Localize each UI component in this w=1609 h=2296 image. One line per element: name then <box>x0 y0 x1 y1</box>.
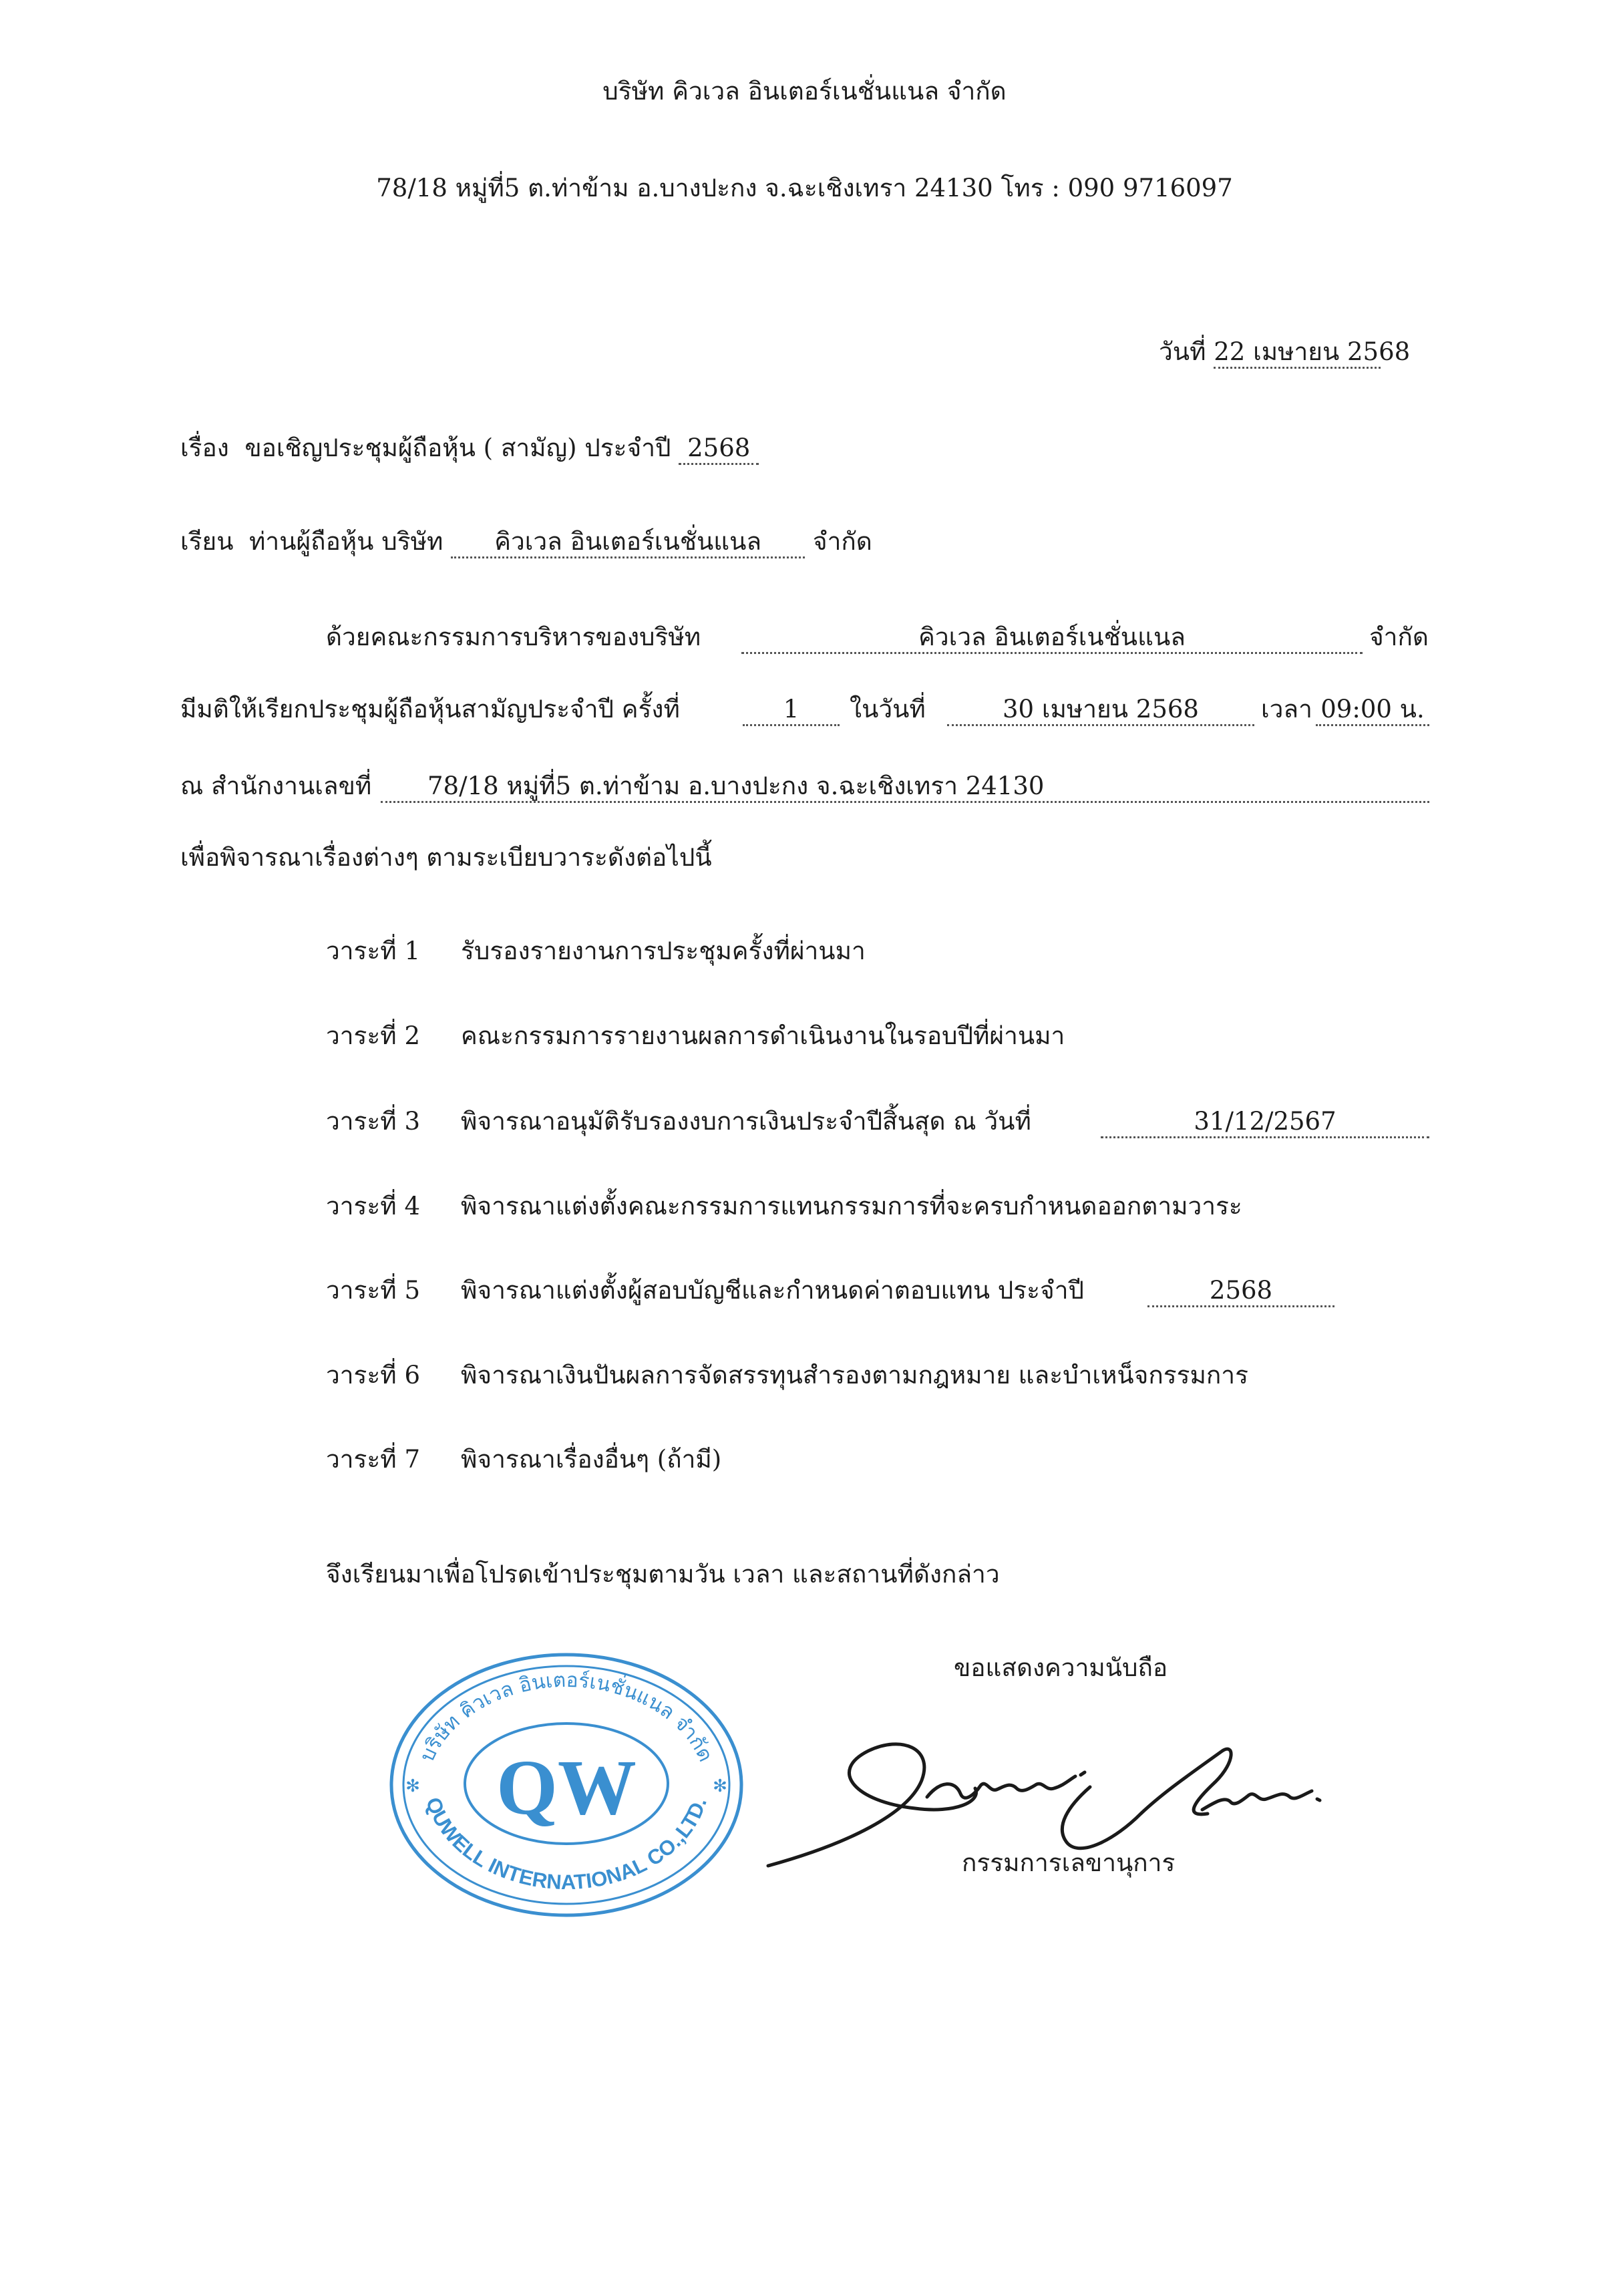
agenda-2-text: คณะกรรมการรายงานผลการดำเนินงานในรอบปีที่ผ่านมา <box>461 1021 1065 1050</box>
body-p3-prefix: ณ สำนักงานเลขที่ <box>180 772 372 800</box>
body-p2-prefix: มีมติให้เรียกประชุมผู้ถือหุ้นสามัญประจำปี ครั้งที่ <box>180 695 680 723</box>
agenda-5-text: พิจารณาแต่งตั้งผู้สอบบัญชีและกำหนดค่าตอบแทน ประจำปี <box>461 1276 1084 1305</box>
recipient-suffix: จำกัด <box>812 527 872 556</box>
seal-top-text: บริษัท คิวเวล อินเตอร์เนชั่นแนล จำกัด <box>415 1668 718 1766</box>
body-p1-suffix: จำกัด <box>1369 623 1429 651</box>
body-p2-date-label: ในวันที่ <box>850 695 926 723</box>
agenda-3-text: พิจารณาอนุมัติรับรองงบการเงินประจำปีสิ้นสุด ณ วันที่ <box>461 1107 1031 1136</box>
company-name: บริษัท คิวเวล อินเตอร์เนชั่นแนล จำกัด <box>602 77 1007 106</box>
agenda-2-no: วาระที่ 2 <box>326 1021 420 1050</box>
agenda-6-text: พิจารณาเงินปันผลการจัดสรรทุนสำรองตามกฎหมาย และบำเหน็จกรรมการ <box>461 1361 1248 1389</box>
recipient-company: คิวเวล อินเตอร์เนชั่นแนล <box>451 529 805 558</box>
body-p1-company: คิวเวล อินเตอร์เนชั่นแนล <box>741 625 1363 654</box>
recipient-text: ท่านผู้ถือหุ้น บริษัท <box>249 527 443 556</box>
agenda-7-text: พิจารณาเรื่องอื่นๆ (ถ้ามี) <box>461 1445 722 1474</box>
seal-star-left-icon: ✻ <box>405 1776 420 1796</box>
agenda-4-text: พิจารณาแต่งตั้งคณะกรรมการแทนกรรมการที่จะครบกำหนดออกตามวาระ <box>461 1192 1242 1220</box>
subject-label: เรื่อง <box>180 434 229 462</box>
date-prefix: วันที่ <box>1159 337 1206 366</box>
agenda-3-no: วาระที่ 3 <box>326 1107 420 1136</box>
body-p1-prefix: ด้วยคณะกรรมการบริหารของบริษัท <box>326 623 701 651</box>
subject-year: 2568 <box>679 436 759 465</box>
agenda-7-no: วาระที่ 7 <box>326 1445 420 1474</box>
agenda-5-fill: 2568 <box>1147 1278 1334 1307</box>
agenda-6-no: วาระที่ 6 <box>326 1361 420 1389</box>
body-p3-address: 78/18 หมู่ที่5 ต.ท่าข้าม อ.บางปะกง จ.ฉะเชิงเทรา 24130 <box>381 774 1429 803</box>
agenda-4-no: วาระที่ 4 <box>326 1192 420 1220</box>
agenda-1-text: รับรองรายงานการประชุมครั้งที่ผ่านมา <box>461 937 866 965</box>
letter-date <box>1159 337 1411 369</box>
signer-title: กรรมการเลขานุการ <box>962 1848 1176 1877</box>
seal-bottom-text: QUWELL INTERNATIONAL CO.,LTD. <box>421 1794 711 1895</box>
subject-text: ขอเชิญประชุมผู้ถือหุ้น ( สามัญ) ประจำปี <box>244 434 671 462</box>
company-address: 78/18 หมู่ที่5 ต.ท่าข้าม อ.บางปะกง จ.ฉะเชิงเทรา 24130 โทร : 090 9716097 <box>376 174 1233 202</box>
agenda-3-fill: 31/12/2567 <box>1101 1109 1429 1138</box>
recipient-label: เรียน <box>180 527 234 556</box>
sign-off: ขอแสดงความนับถือ <box>954 1653 1168 1682</box>
subject-line <box>180 436 759 465</box>
seal-logo: QW <box>496 1744 637 1831</box>
body-p2-time: 09:00 น. <box>1316 697 1429 726</box>
body-p2-date: 30 เมษายน 2568 <box>947 697 1254 726</box>
date-value: 22 เมษายน 2568 <box>1214 339 1381 369</box>
body-p2-count: 1 <box>743 697 840 726</box>
body-p4: เพื่อพิจารณาเรื่องต่างๆ ตามระเบียบวาระดังต่อไปนี้ <box>180 843 712 872</box>
company-seal <box>386 1650 747 1921</box>
seal-star-right-icon: ✻ <box>713 1776 727 1796</box>
recipient-line <box>180 529 872 558</box>
agenda-1-no: วาระที่ 1 <box>326 937 420 965</box>
closing-text: จึงเรียนมาเพื่อโปรดเข้าประชุมตามวัน เวลา และสถานที่ดังกล่าว <box>326 1560 1000 1589</box>
body-p2-time-label: เวลา <box>1261 695 1312 723</box>
agenda-5-no: วาระที่ 5 <box>326 1276 420 1305</box>
